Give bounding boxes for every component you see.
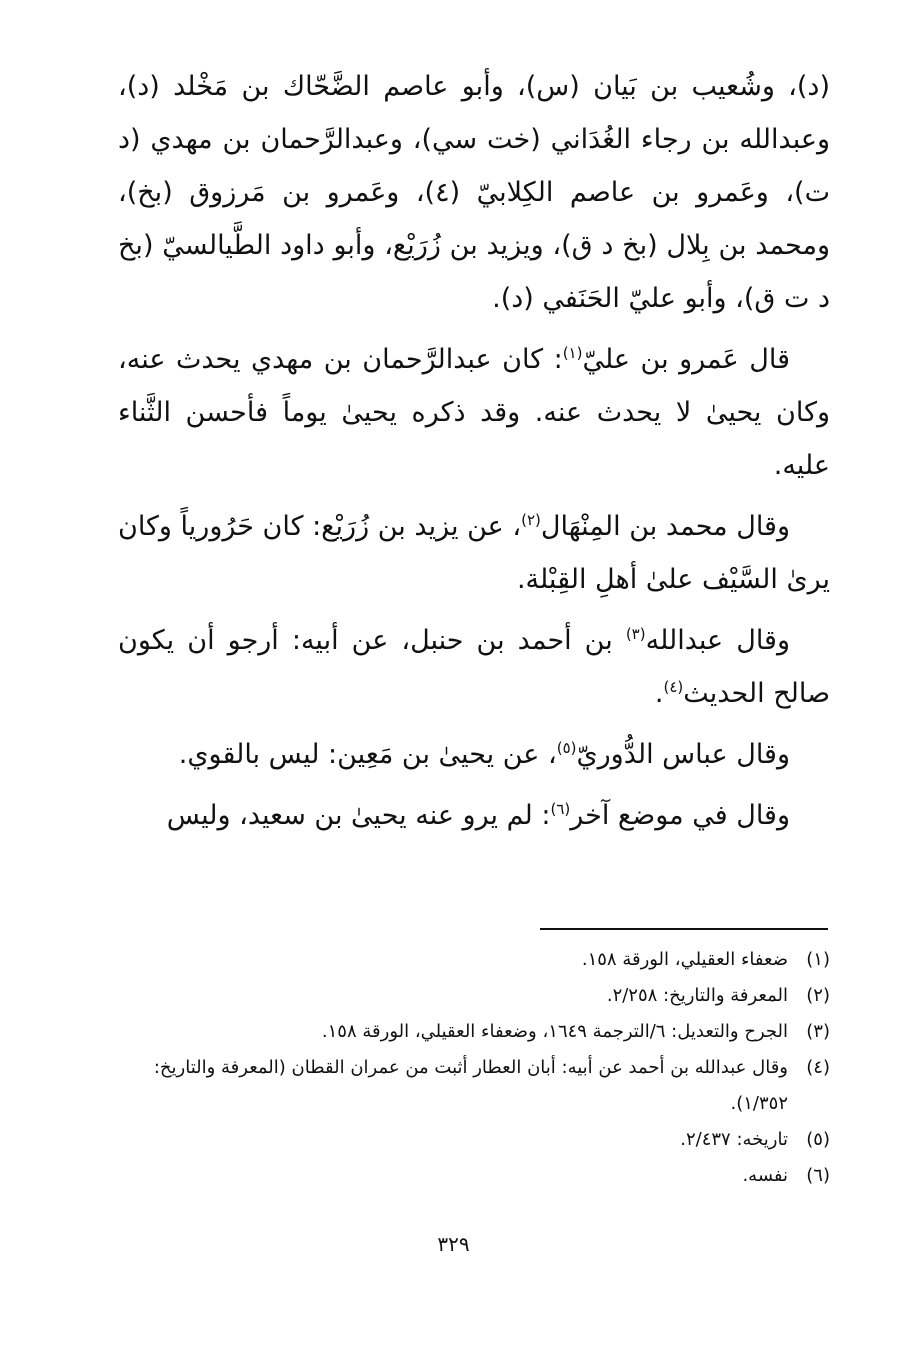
footnote-3 [118, 1014, 830, 1050]
footnote-number: (٣) [806, 1021, 830, 1042]
paragraph-text: وقال محمد بن المِنْهَال [540, 511, 790, 542]
paragraph-narrators [118, 60, 830, 325]
paragraph-text: وقال عبدالله [645, 625, 791, 656]
footnotes [118, 942, 830, 1194]
footnote-text: نفسه. [742, 1165, 788, 1186]
paragraph-text: : كان عبدالرَّحمان بن مهدي يحدث عنه، وكان يحيىٰ لا يحدث عنه. وقد ذكره يحيىٰ يوماً فأحسن الثَّناء عليه. [118, 344, 830, 481]
footnote-ref-2[interactable]: (٢) [521, 511, 541, 529]
footnote-4 [118, 1050, 830, 1122]
footnote-ref-1[interactable]: (١) [562, 344, 583, 362]
footnote-5 [118, 1122, 830, 1158]
paragraph-amr-ibn-ali [118, 333, 830, 492]
paragraph-text: وقال في موضع آخر [570, 800, 790, 831]
paragraph-another-place [118, 789, 830, 842]
main-text [118, 60, 830, 850]
footnote-text: الجرح والتعديل: ٦/الترجمة ١٦٤٩، وضعفاء العقيلي، الورقة ١٥٨. [321, 1021, 788, 1042]
footnote-number: (٤) [806, 1057, 830, 1078]
footnote-ref-3[interactable]: (٣) [625, 625, 646, 643]
footnote-number: (٦) [806, 1165, 830, 1186]
paragraph-ibn-minhal [118, 500, 830, 606]
paragraph-text: وقال عباس الدُّوريّ [576, 739, 790, 770]
footnote-number: (١) [806, 949, 830, 970]
footnote-2 [118, 978, 830, 1014]
footnote-number: (٥) [806, 1129, 830, 1150]
paragraph-abdullah-ibn-ahmad [118, 614, 830, 720]
page-number: ٣٢٩ [437, 1232, 470, 1256]
footnote-6 [118, 1158, 830, 1194]
footnote-ref-6[interactable]: (٦) [550, 800, 571, 818]
footnote-text: تاريخه: ٢/٤٣٧. [680, 1129, 788, 1150]
footnote-text: ضعفاء العقيلي، الورقة ١٥٨. [581, 949, 788, 970]
paragraph-narrators-text: (د)، وشُعيب بن بَيان (س)، وأبو عاصم الضَّحّاك بن مَخْلد (د)، وعبدالله بن رجاء الغُدَاني (خت سي)، وعبدالرَّحمان بن مهدي (د ت)، وعَمرو بن عاصم الكِلابيّ (٤)، وعَمرو بن مَرزوق (بخ)، ومحمد بن بِلال (بخ د ق)، ويزيد بن زُرَيْع، وأبو داود الطَّيالسيّ (بخ د ت ق)، وأبو عليّ الحَنَفي (د). [118, 71, 830, 314]
footnote-text: وقال عبدالله بن أحمد عن أبيه: أبان العطار أثبت من عمران القطان (المعرفة والتاريخ: ١/٣٥٢). [153, 1057, 788, 1114]
paragraph-text: : لم يرو عنه يحيىٰ بن سعيد، وليس [166, 800, 551, 831]
paragraph-text: قال عَمرو بن عليّ [582, 344, 790, 375]
footnote-1 [118, 942, 830, 978]
paragraph-text: . [654, 678, 664, 709]
footnote-ref-5[interactable]: (٥) [556, 739, 577, 757]
paragraph-text: ، عن يحيىٰ بن مَعِين: ليس بالقوي. [178, 739, 557, 770]
paragraph-text: بن أحمد بن حنبل، عن أبيه: أرجو أن يكون صالح الحديث [118, 625, 830, 709]
paragraph-text: ، عن يزيد بن زُرَيْع: كان حَرُورياً وكان يرىٰ السَّيْف علىٰ أهلِ القِبْلة. [118, 511, 830, 595]
footnote-ref-4[interactable]: (٤) [663, 678, 684, 696]
paragraph-abbas-duri [118, 728, 830, 781]
footnote-number: (٢) [806, 985, 830, 1006]
footnote-text: المعرفة والتاريخ: ٢/٢٥٨. [606, 985, 788, 1006]
footnote-divider [540, 928, 828, 930]
